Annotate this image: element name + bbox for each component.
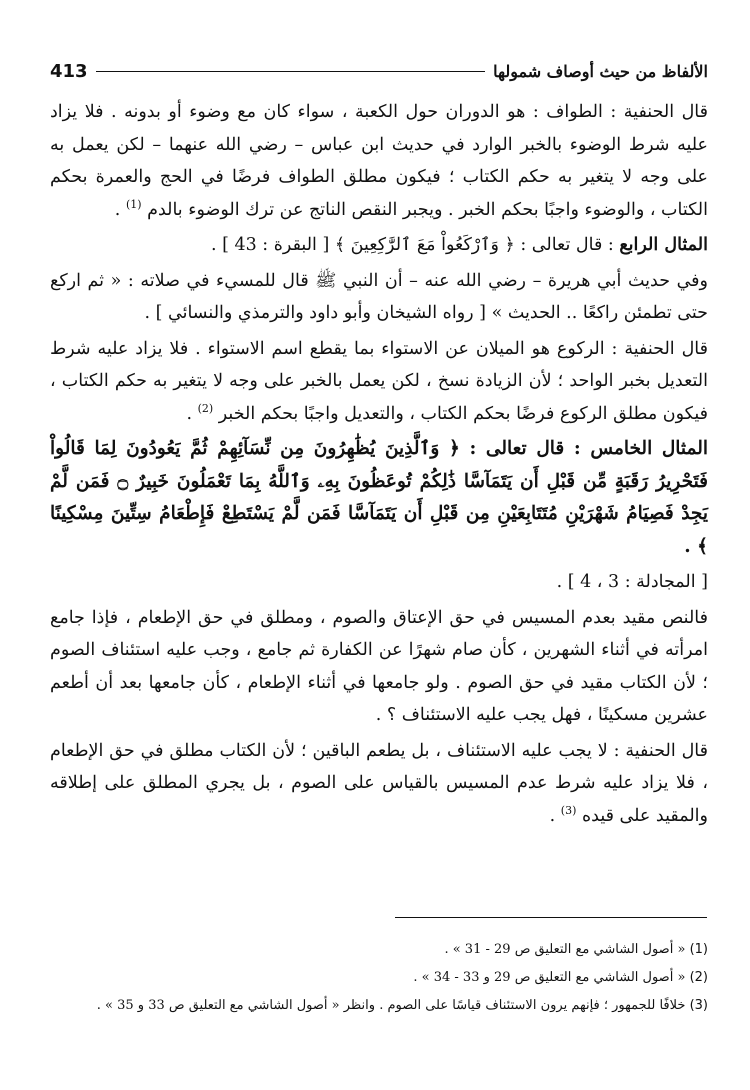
paragraph-hanafi-ruku	[50, 333, 708, 431]
footnote-ref-3: (3)	[560, 803, 577, 817]
footnote-ref-1: (1)	[125, 197, 142, 211]
page-number: 413	[50, 60, 88, 82]
running-title: الألفاظ من حيث أوصاف شمولها	[493, 61, 708, 81]
paragraph-hanafi-tawaf	[50, 96, 708, 226]
paragraph-text: قال الحنفية : الركوع هو الميلان عن الاستواء بما يقطع اسم الاستواء . فلا يزاد عليه شرط التعديل بخبر الواحد ؛ لأن الزيادة نسخ ، لكن يعمل بالخبر على وجه لا يتغير به حكم الكتاب ، فيكون مطلق الركوع فرضًا بحكم الكتاب ، والتعديل واجبًا بحكم الخبر	[50, 338, 708, 424]
footnote-number: (3)	[689, 998, 708, 1013]
main-text	[50, 96, 708, 835]
footnote-1	[40, 936, 708, 964]
paragraph-end: .	[186, 403, 193, 424]
page-header	[50, 56, 708, 86]
paragraph-end: .	[114, 199, 121, 220]
footnote-number: (2)	[689, 970, 708, 985]
footnote-text: « أصول الشاشي مع التعليق ص 29 - 31 » .	[444, 942, 686, 957]
paragraph-text: قال الحنفية : لا يجب عليه الاستئناف ، بل يطعم الباقين ؛ لأن الكتاب مطلق في حق الإطعام ، فلا يزاد عليه شرط عدم المسيس بالقياس على الصوم ، بل يجري المطلق على إطلاقه والمقيد على قيده	[50, 740, 708, 826]
paragraph-hadith	[50, 265, 708, 330]
footnote-ref-2: (2)	[197, 401, 214, 415]
footnotes	[40, 936, 708, 1020]
example-5-label: المثال الخامس	[590, 438, 708, 459]
paragraph-end: .	[549, 805, 556, 826]
example-5-verse: : قال تعالى : ﴿ وَٱلَّذِينَ يُظَٰهِرُونَ مِن نِّسَآئِهِمْ ثُمَّ يَعُودُونَ لِمَا قَالُواْ فَتَحْرِيرُ رَقَبَةٍ مِّن قَبْلِ أَن يَتَمَآسَّا ذَٰلِكُمْ تُوعَظُونَ بِهِۦ وَٱللَّهُ بِمَا تَعْمَلُونَ خَبِيرٌ ۝ فَمَن لَّمْ يَجِدْ فَصِيَامُ شَهْرَيْنِ مُتَتَابِعَيْنِ مِن قَبْلِ أَن يَتَمَآسَّا فَمَن لَّمْ يَسْتَطِعْ فَإِطْعَامُ سِتِّينَ مِسْكِينًا ﴾ .	[50, 438, 709, 557]
footnote-text: « أصول الشاشي مع التعليق ص 29 و 33 - 34 » .	[413, 970, 686, 985]
paragraph-text: فالنص مقيد بعدم المسيس في حق الإعتاق والصوم ، ومطلق في حق الإطعام ، فإذا جامع امرأته في أثناء الشهرين ، كأن صام شهرًا عن الكفارة ثم جامع ، وجب عليه استئناف الصوم ؛ لأن الكتاب مقيد في حق الصوم . ولو جامعها في أثناء الإطعام ، كأن جامعها بعد أن أطعم عشرين مسكينًا ، فهل يجب عليه الاستئناف ؟ .	[50, 607, 708, 725]
header-rule	[96, 71, 485, 72]
paragraph-hanafi-itam	[50, 735, 708, 833]
example-4	[50, 229, 708, 262]
paragraph-text: وفي حديث أبي هريرة – رضي الله عنه – أن النبي ﷺ قال للمسيء في صلاته : « ثم اركع حتى تطمئن راكعًا .. الحديث » [ رواه الشيخان وأبو داود والترمذي والنسائي ] .	[50, 270, 708, 323]
paragraph-nass	[50, 602, 708, 732]
example-4-verse: : قال تعالى : ﴿ وَٱرْكَعُواْ مَعَ ٱلرَّٰكِعِينَ ﴾ [ البقرة : 43 ] .	[210, 235, 614, 255]
footnote-2	[40, 964, 708, 992]
footnote-3	[40, 992, 708, 1020]
example-5	[50, 433, 708, 563]
footnote-separator	[395, 917, 707, 918]
footnote-number: (1)	[689, 942, 708, 957]
paragraph-text: قال الحنفية : الطواف : هو الدوران حول الكعبة ، سواء كان مع وضوء أو بدونه . فلا يزاد عليه شرط الوضوء بالخبر الوارد في حديث ابن عباس – رضي الله عنهما – لكن يعمل به على وجه لا يتغير به حكم الكتاب ؛ فيكون مطلق الطواف فرضًا في الحج والعمرة بحكم الكتاب ، والوضوء واجبًا بحكم الخبر . ويجبر النقص الناتج عن ترك الوضوء بالدم	[50, 102, 708, 220]
example-5-reference	[50, 566, 708, 599]
verse-reference: [ المجادلة : 3 ، 4 ] .	[556, 572, 708, 592]
example-4-label: المثال الرابع	[619, 235, 708, 255]
footnote-text: خلافًا للجمهور ؛ فإنهم يرون الاستئناف قياسًا على الصوم . وانظر « أصول الشاشي مع التعليق ص 33 و 35 » .	[96, 998, 686, 1013]
